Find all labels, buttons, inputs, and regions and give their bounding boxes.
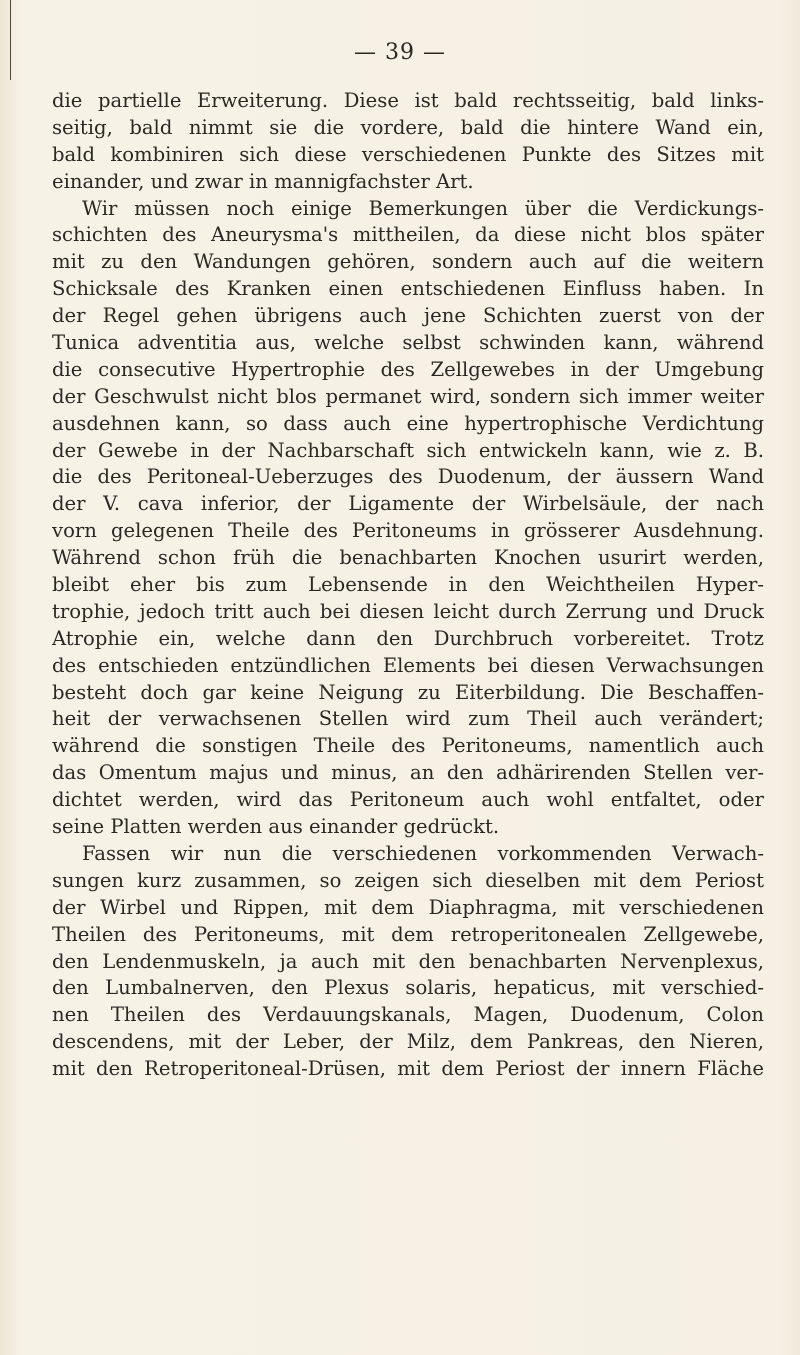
text-line: Tunica adventitia aus, welche selbst schwinden kann, während xyxy=(52,331,764,355)
text-line: die partielle Erweiterung. Diese ist bald rechtsseitig, bald links- xyxy=(52,89,764,112)
text-line: der Geschwulst nicht blos permanet wird, sondern sich immer weiter xyxy=(52,384,764,408)
text-line: Theilen des Peritoneums, mit dem retroperitonealen Zellgewebe, xyxy=(52,922,764,946)
text-line: heit der verwachsenen Stellen wird zum Theil auch verändert; xyxy=(52,707,764,731)
text-line: einander, und zwar in mannigfachster Art. xyxy=(52,169,474,193)
page-number: — 39 — xyxy=(354,40,446,65)
text-line: der Gewebe in der Nachbarschaft sich entwickeln kann, wie z. B. xyxy=(52,438,764,462)
text-line: des entschieden entzündlichen Elements bei diesen Verwachsungen xyxy=(52,653,764,677)
text-line: sungen kurz zusammen, so zeigen sich dieselben mit dem Periost xyxy=(52,868,764,892)
text-line: Atrophie ein, welche dann den Durchbruch vorbereitet. Trotz xyxy=(52,626,764,650)
text-line: nen Theilen des Verdauungskanals, Magen, Duodenum, Colon xyxy=(52,1003,764,1027)
text-line: mit zu den Wandungen gehören, sondern auch auf die weitern xyxy=(52,250,764,274)
text-line: während die sonstigen Theile des Peritoneums, namentlich auch xyxy=(52,734,764,758)
text-line: dichtet werden, wird das Peritoneum auch wohl entfaltet, oder xyxy=(52,788,764,812)
text-line: seitig, bald nimmt sie die vordere, bald die hintere Wand ein, xyxy=(52,115,764,139)
text-line: seine Platten werden aus einander gedrückt. xyxy=(52,815,500,839)
text-line: den Lendenmuskeln, ja auch mit den benachbarten Nervenplexus, xyxy=(52,949,764,973)
paragraph-start-line: Fassen wir nun die verschiedenen vorkommenden Verwach- xyxy=(82,841,764,865)
text-line: das Omentum majus und minus, an den adhärirenden Stellen ver- xyxy=(52,761,764,785)
text-line: die consecutive Hypertrophie des Zellgewebes in der Umgebung xyxy=(52,357,764,381)
body-text xyxy=(52,88,764,1083)
text-line: die des Peritoneal-Ueberzuges des Duodenum, der äussern Wand xyxy=(52,465,764,489)
text-line: der V. cava inferior, der Ligamente der Wirbelsäule, der nach xyxy=(52,492,764,516)
text-line: der Regel gehen übrigens auch jene Schichten zuerst von der xyxy=(52,304,764,328)
text-line: descendens, mit der Leber, der Milz, dem Pankreas, den Nieren, xyxy=(52,1030,764,1054)
text-line: bald kombiniren sich diese verschiedenen Punkte des Sitzes mit xyxy=(52,142,764,166)
text-line: der Wirbel und Rippen, mit dem Diaphragma, mit verschiedenen xyxy=(52,895,764,919)
text-line: Schicksale des Kranken einen entschiedenen Einfluss haben. In xyxy=(52,277,764,301)
text-line: mit den Retroperitoneal-Drüsen, mit dem Periost der innern Fläche xyxy=(52,1057,764,1081)
text-line: trophie, jedoch tritt auch bei diesen leicht durch Zerrung und Druck xyxy=(52,599,764,623)
text-line: besteht doch gar keine Neigung zu Eiterbildung. Die Beschaffen- xyxy=(52,680,764,704)
text-line: vorn gelegenen Theile des Peritoneums in grösserer Ausdehnung. xyxy=(52,519,764,543)
text-line: Während schon früh die benachbarten Knochen usurirt werden, xyxy=(52,546,764,570)
text-line: schichten des Aneurysma's mittheilen, da diese nicht blos später xyxy=(52,223,764,247)
text-line: ausdehnen kann, so dass auch eine hypertrophische Verdichtung xyxy=(52,411,764,435)
text-line: den Lumbalnerven, den Plexus solaris, hepaticus, mit verschied- xyxy=(52,976,764,1000)
paragraph-start-line: Wir müssen noch einige Bemerkungen über die Verdickungs- xyxy=(82,196,764,220)
text-line: bleibt eher bis zum Lebensende in den Weichtheilen Hyper- xyxy=(52,573,764,597)
